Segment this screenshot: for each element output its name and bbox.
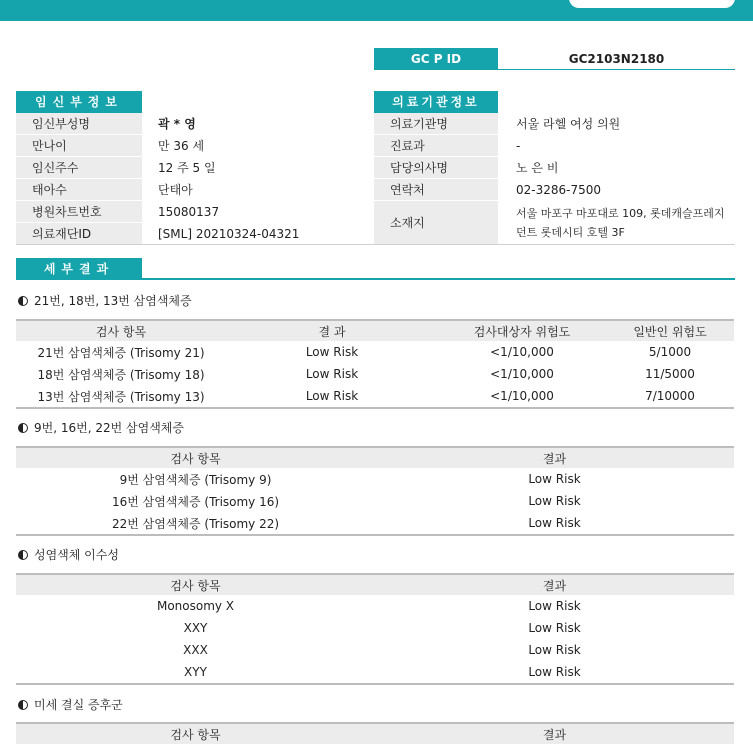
- clinic-doctor-label: 담당의사명: [390, 161, 448, 175]
- table-row: [16, 385, 734, 408]
- cell-general-risk: 7/10000: [606, 385, 734, 408]
- clinic-info-title: 의료기관정보: [374, 91, 498, 113]
- top-banner: [0, 0, 753, 21]
- mother-name-label: 임신부성명: [32, 117, 90, 131]
- results-title: 세부결과: [16, 258, 142, 280]
- table-header-row: [16, 723, 734, 744]
- half-circle-icon: [18, 296, 28, 306]
- col-result: 결과: [375, 447, 734, 468]
- group3-heading: [18, 546, 119, 563]
- group3-title: 성염색체 이수성: [34, 548, 119, 562]
- cell-item: 16번 삼염색체증 (Trisomy 16): [111, 494, 280, 509]
- half-circle-icon: [18, 423, 28, 433]
- header-pill: [569, 0, 735, 8]
- mother-age-label: 만나이: [32, 139, 67, 153]
- table-row: [16, 468, 734, 490]
- clinic-phone-label: 연락처: [390, 183, 425, 197]
- cell-subject-risk: <1/10,000: [490, 345, 554, 359]
- table-row: [16, 363, 734, 385]
- cell-item: XYY: [16, 661, 375, 684]
- col-result: 결과: [375, 574, 734, 595]
- table-row: [16, 490, 734, 512]
- mother-chart-value: 15080137: [158, 205, 220, 219]
- mother-row-name: [16, 113, 374, 135]
- cell-item: XXY: [183, 621, 208, 635]
- col-result: 결 과: [226, 320, 438, 341]
- half-circle-icon: [18, 550, 28, 560]
- col-subject-risk: 검사대상자 위험도: [438, 320, 606, 341]
- gcp-id-value: GC2103N2180: [498, 48, 735, 70]
- group4-title: 미세 결실 증후군: [34, 698, 123, 712]
- group1-title: 21번, 18번, 13번 삼염색체증: [34, 294, 192, 308]
- table-header-row: [16, 447, 734, 468]
- table-row: [16, 512, 734, 535]
- group4-heading: [18, 696, 123, 713]
- clinic-name-value: 서울 라헬 여성 의원: [516, 117, 621, 131]
- trisomy-rare-table: [16, 446, 734, 536]
- cell-result: Low Risk: [528, 472, 581, 486]
- clinic-row-dept: [374, 135, 735, 157]
- mother-chart-label: 병원차트번호: [32, 205, 102, 219]
- mother-info-title: 임신부정보: [16, 91, 142, 113]
- cell-item: XXX: [183, 643, 208, 657]
- mother-weeks-label: 임신주수: [32, 161, 79, 175]
- clinic-doctor-value: 노 은 비: [516, 161, 559, 175]
- clinic-name-label: 의료기관명: [390, 117, 448, 131]
- mother-row-chart: [16, 201, 374, 223]
- cell-item: 18번 삼염색체증 (Trisomy 18): [37, 367, 205, 382]
- table-header-row: [16, 574, 734, 595]
- cell-subject-risk: <1/10,000: [490, 367, 554, 381]
- clinic-row-name: [374, 113, 735, 135]
- clinic-info-header: [374, 91, 735, 113]
- cell-subject-risk: <1/10,000: [438, 385, 606, 408]
- cell-result: Low Risk: [305, 345, 359, 359]
- sex-chromosome-table: [16, 573, 734, 685]
- mother-weeks-value: 12 주 5 일: [158, 161, 216, 175]
- cell-result: Low Risk: [375, 512, 734, 535]
- table-row: [16, 661, 734, 684]
- gcp-id-label: GC P ID: [374, 48, 498, 70]
- table-row: [16, 617, 734, 639]
- half-circle-icon: [18, 700, 28, 710]
- mother-row-medid: [16, 223, 374, 245]
- col-item: 검사 항목: [16, 320, 226, 341]
- mother-row-weeks: [16, 157, 374, 179]
- table-header-row: [16, 320, 734, 341]
- cell-result: Low Risk: [305, 367, 359, 381]
- mother-medid-label: 의료재단ID: [32, 227, 92, 241]
- cell-item: 22번 삼염색체증 (Trisomy 22): [16, 512, 375, 535]
- microdeletion-table: [16, 722, 734, 744]
- clinic-dept-label: 진료과: [390, 139, 425, 153]
- cell-item: 9번 삼염색체증 (Trisomy 9): [119, 472, 272, 487]
- clinic-address-line1: 서울 마포구 마포대로 109, 롯데캐슬프레지: [516, 207, 725, 220]
- table-row: [16, 639, 734, 661]
- col-item: 검사 항목: [16, 574, 375, 595]
- mother-fetus-value: 단태아: [158, 183, 193, 197]
- cell-general-risk: 5/1000: [648, 345, 692, 359]
- mother-row-fetus: [16, 179, 374, 201]
- col-item: 검사 항목: [16, 723, 375, 744]
- mother-medid-value: [SML] 20210324-04321: [158, 227, 300, 241]
- cell-item: 21번 삼염색체증 (Trisomy 21): [37, 345, 205, 360]
- clinic-row-doctor: [374, 157, 735, 179]
- clinic-address-line2: 던트 롯데시티 호텔 3F: [516, 226, 625, 239]
- cell-result: Low Risk: [528, 643, 581, 657]
- mother-row-age: [16, 135, 374, 157]
- table-row: [16, 341, 734, 363]
- clinic-row-address: [374, 201, 735, 245]
- cell-result: Low Risk: [528, 621, 581, 635]
- col-general-risk: 일반인 위험도: [606, 320, 734, 341]
- group2-heading: [18, 419, 184, 436]
- mother-age-value: 만 36 세: [158, 139, 205, 153]
- cell-result: Low Risk: [375, 661, 734, 684]
- cell-result: Low Risk: [528, 599, 581, 613]
- clinic-address-value: [516, 204, 725, 242]
- results-header: [16, 258, 735, 280]
- clinic-row-phone: [374, 179, 735, 201]
- mother-info-header: [16, 91, 374, 113]
- cell-result: Low Risk: [528, 494, 581, 508]
- clinic-address-label: 소재지: [390, 216, 425, 230]
- mother-name-value: 곽 * 영: [158, 117, 196, 131]
- col-result: 결과: [375, 723, 734, 744]
- cell-item: 13번 삼염색체증 (Trisomy 13): [16, 385, 226, 408]
- table-row: [16, 595, 734, 617]
- group1-heading: [18, 292, 192, 309]
- clinic-dept-value: -: [516, 139, 521, 153]
- mother-fetus-label: 태아수: [32, 183, 67, 197]
- col-item: 검사 항목: [16, 447, 375, 468]
- group2-title: 9번, 16번, 22번 삼염색체증: [34, 421, 184, 435]
- clinic-phone-value: 02-3286-7500: [516, 183, 602, 197]
- trisomy-main-table: [16, 319, 734, 409]
- cell-item: Monosomy X: [156, 599, 235, 613]
- cell-general-risk: 11/5000: [645, 367, 695, 381]
- cell-result: Low Risk: [226, 385, 438, 408]
